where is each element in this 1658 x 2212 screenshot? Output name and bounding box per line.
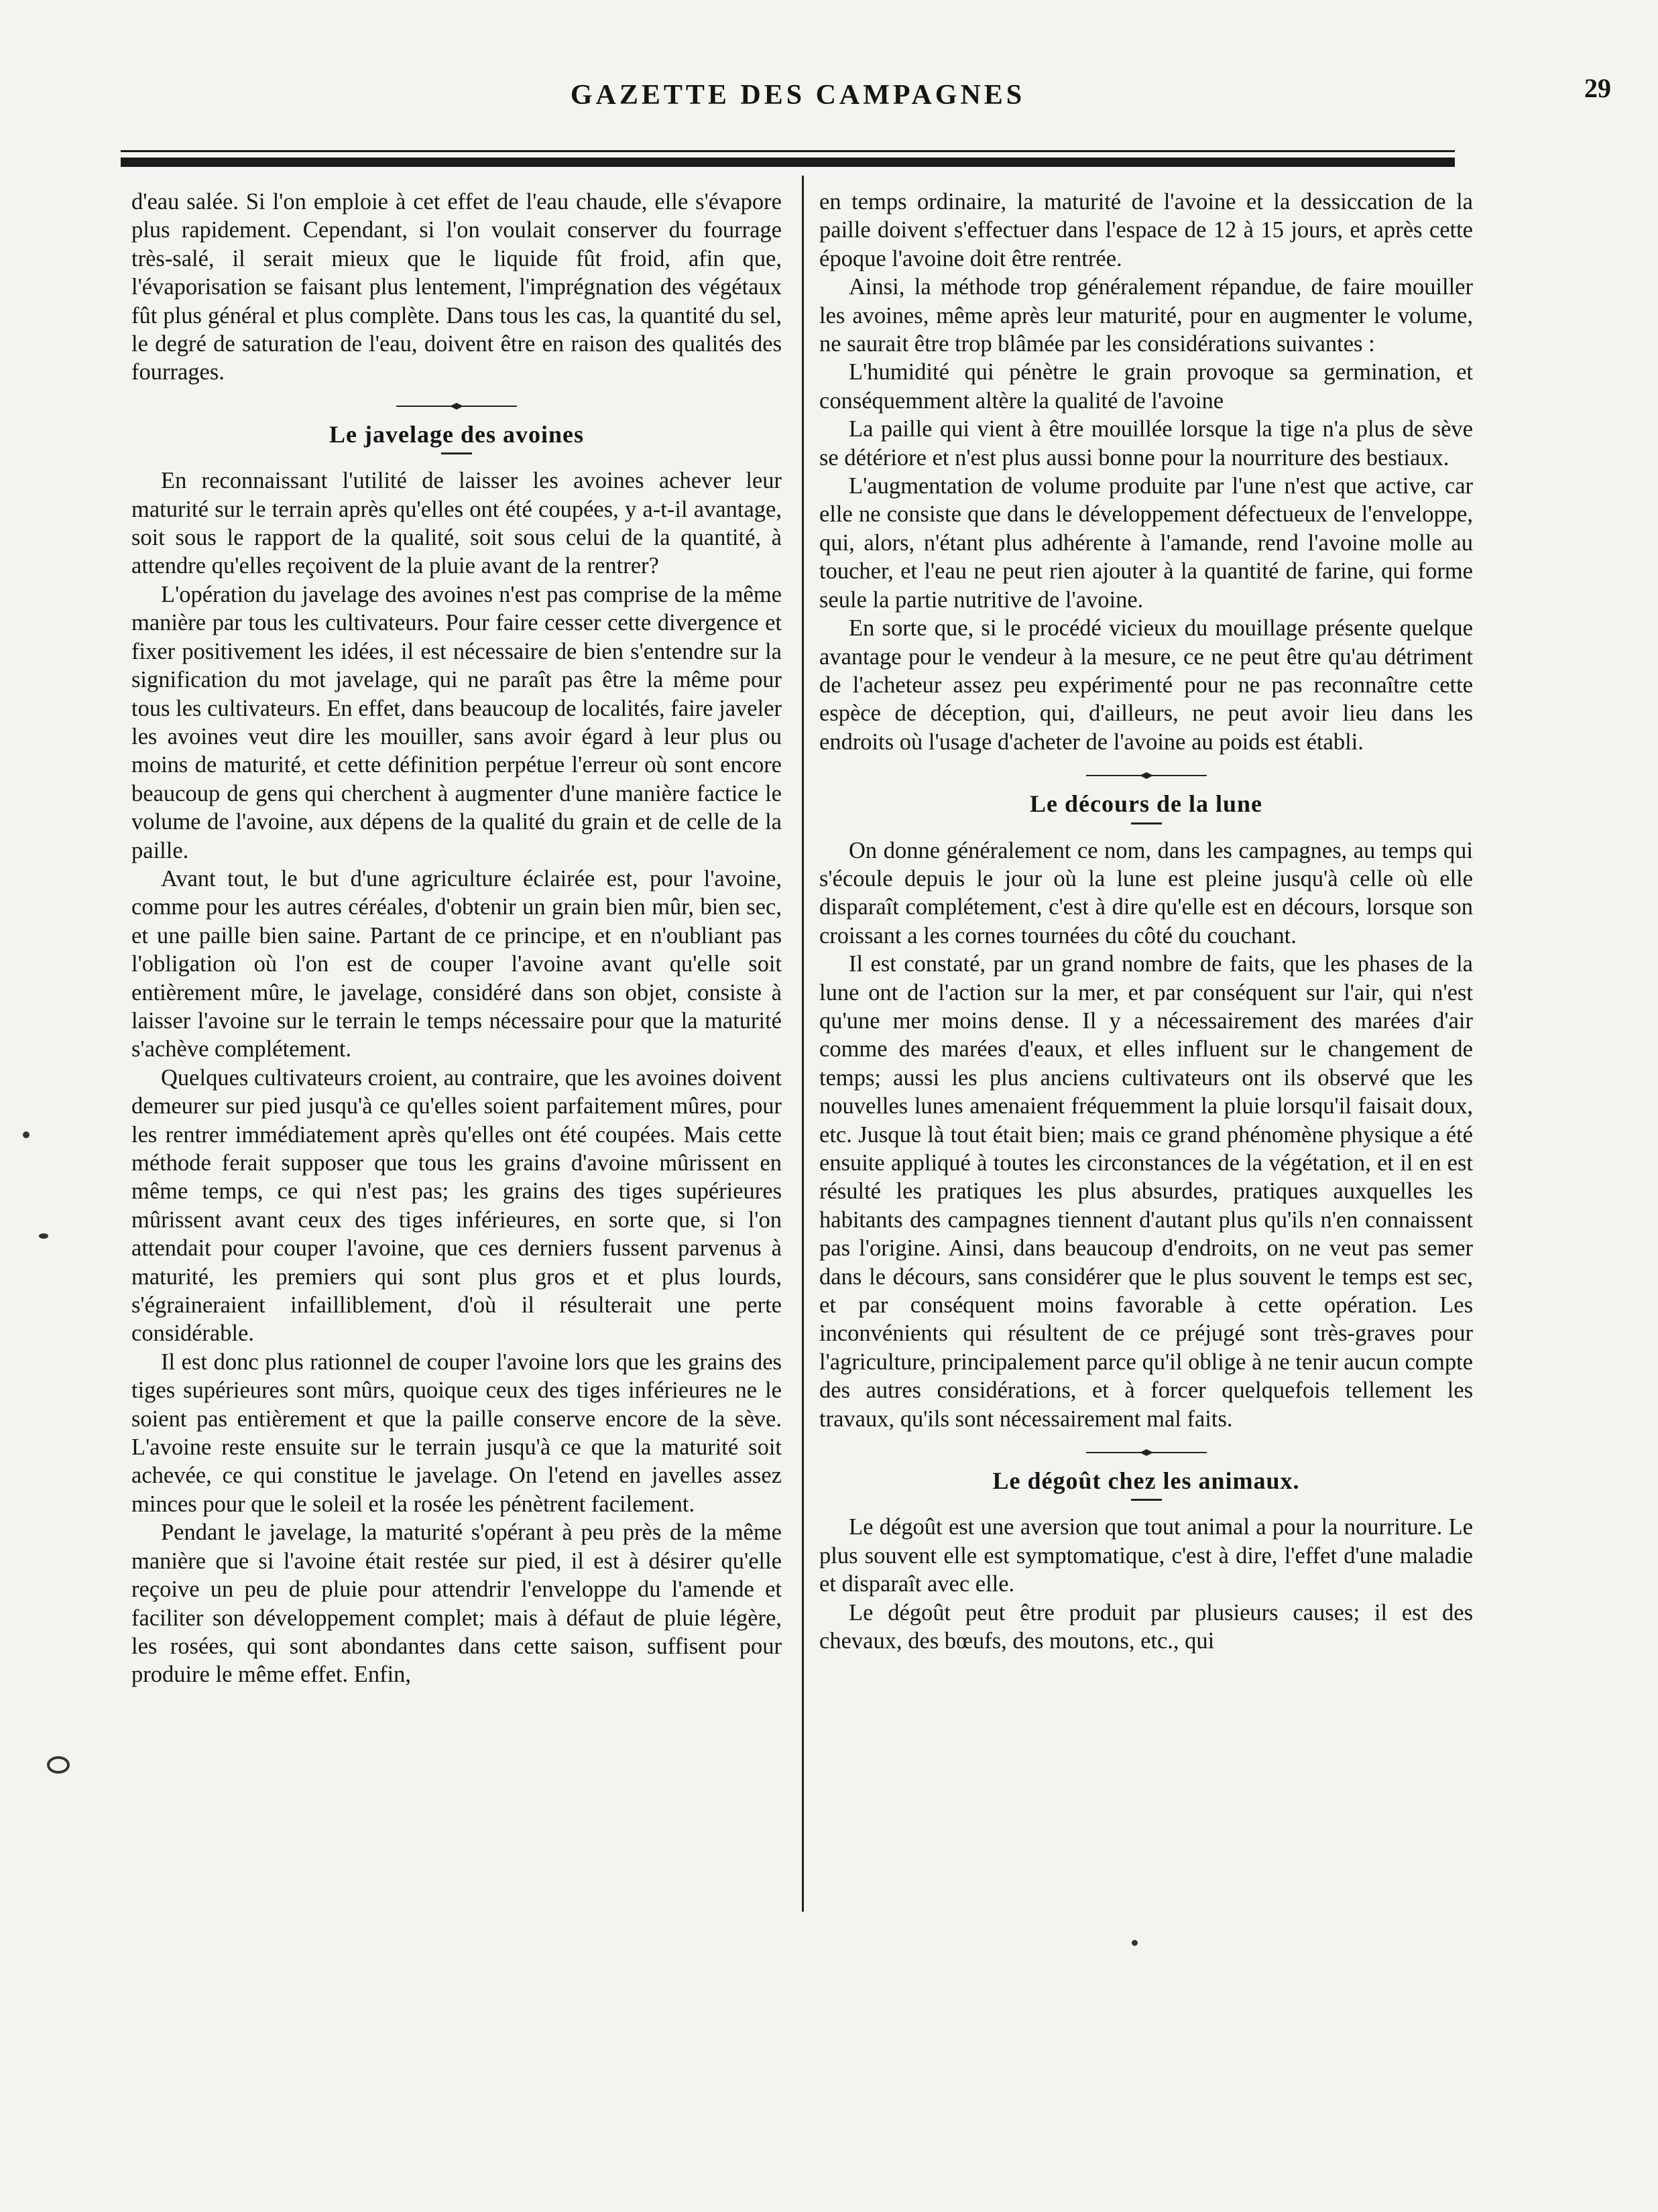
paragraph: Il est constaté, par un grand nombre de faits, que les phases de la lune ont de l'action sur la mer, et par conséquent sur l'air, qui n'est qu'une mer moins dense. Il y a nécessairement des marées d'air comme des marées d'eaux, et elles influent sur le changement de temps; aussi les plus anciens cultivateurs ont ils observé que les nouvelles lunes amenaient fréquemment la pluie lorsqu'il faisait doux, etc. Jusque là tout était bien; mais ce grand phénomène physique a été ensuite appliqué à toutes les circonstances de la végétation, et il en est résulté les pratiques les plus absurdes, pratiques auxquelles les habitants des campagnes tiennent d'autant plus qu'ils n'en connaissent pas l'origine. Ainsi, dans beaucoup d'endroits, on ne veut pas semer dans le décours, sans considérer que le plus souvent le temps est sec, et par conséquent moins favorable à cette opération. Les inconvénients qui résultent de ce préjugé sont très-graves pour l'agriculture, principalement parce qu'il oblige à ne tenir aucun compte des autres considérations, et à forcer quelquefois tellement les travaux, qu'ils sont nécessairement mal faits. [819,951,1473,1432]
paragraph: Pendant le javelage, la maturité s'opérant à peu près de la même manière que si l'avoine était restée sur pied, il est à désirer qu'elle reçoive un peu de pluie pour attendrir l'enveloppe du l'amende et faciliter son développement complet; mais à défaut de pluie légère, les rosées, qui sont abondantes dans cette saison, suffisent pour produire le même effet. Enfin, [131,1520,782,1688]
heading-dash [1131,1499,1162,1501]
scan-speck [39,1233,48,1239]
paragraph: L'humidité qui pénètre le grain provoque sa germination, et conséquemment altère la qualité de l'avoine [819,359,1473,414]
section-ornament-icon [1086,771,1207,780]
scan-speck [47,1756,70,1774]
column-divider [802,176,804,1912]
scan-speck [1132,1940,1138,1946]
paragraph: L'augmentation de volume produite par l'une n'est que active, car elle ne consiste que dans le développement défectueux de l'enveloppe, qui, alors, n'étant plus adhérente à l'amande, rend l'avoine molle au toucher, et l'eau ne peut rien ajouter à la quantité de farine, qui forme seule la partie nutritive de l'avoine. [819,473,1473,613]
paragraph: Le dégoût peut être produit par plusieurs causes; il est des chevaux, des bœufs, des moutons, etc., qui [819,1599,1473,1654]
heading-dash [441,452,472,454]
paragraph: En sorte que, si le procédé vicieux du mouillage présente quelque avantage pour le vendeur à la mesure, ce ne peut être qu'au détriment de l'acheteur assez peu expérimenté pour ne pas reconnaître cette espèce de déception, qui, d'ailleurs, ne peut avoir lieu dans les endroits où l'usage d'acheter de l'avoine au poids est établi. [819,615,1473,755]
header-rule-thick [121,158,1455,167]
paragraph: On donne généralement ce nom, dans les campagnes, au temps qui s'écoule depuis le jour où la lune est pleine jusqu'à celle où elle disparaît complétement, c'est à dire qu'elle est en décours, lorsque son croissant a les cornes tournées du côté du couchant. [819,837,1473,948]
paragraph: Quelques cultivateurs croient, au contraire, que les avoines doivent demeurer sur pied jusqu'à ce qu'elles soient parfaitement mûres, pour les rentrer immédiatement après qu'elles ont été coupées. Mais cette méthode ferait supposer que tous les grains d'avoine mûrissent en même temps, ce qui n'est pas; les grains des tiges supérieures mûrissent avant ceux des tiges inférieures, en sorte que, si l'on attendait pour couper l'avoine, que ces derniers fussent parvenus à maturité, les premiers qui sont plus gros et et plus lourds, s'égraineraient infailliblement, d'où il résulterait une perte considérable. [131,1064,782,1347]
paragraph: en temps ordinaire, la maturité de l'avoine et la dessiccation de la paille doivent s'effectuer dans l'espace de 12 à 15 jours, et après cette époque l'avoine doit être rentrée. [819,189,1473,271]
section-heading: Le javelage des avoines [329,420,584,448]
section-javelage [131,402,782,1689]
masthead [121,79,1455,126]
right-column [819,188,1473,1656]
header-rule-thin [121,150,1455,152]
section-heading: Le décours de la lune [1029,790,1262,818]
paragraph: Avant tout, le but d'une agriculture éclairée est, pour l'avoine, comme pour les autres céréales, d'obtenir un grain bien mûr, bien sec, et une paille bien saine. Partant de ce principe, et en n'oubliant pas l'obligation où l'on est de couper l'avoine avant qu'elle soit entièrement mûre, le javelage, considéré dans son objet, consiste à laisser l'avoine sur le terrain le temps nécessaire pour que la maturité s'achève complétement. [131,865,782,1062]
section-ornament-icon [396,402,517,411]
paragraph: En reconnaissant l'utilité de laisser les avoines achever leur maturité sur le terrain après qu'elles ont été coupées, y a-t-il avantage, soit sous le rapport de la qualité, soit sous celui de la quantité, à attendre qu'elles reçoivent de la pluie avant de la rentrer? [131,468,782,579]
left-column [131,188,782,1689]
paragraph: La paille qui vient à être mouillée lorsque la tige n'a plus de sève se détériore et n'est plus aussi bonne pour la nourriture des bestiaux. [819,416,1473,471]
section-ornament-icon [1086,1448,1207,1457]
scan-speck [23,1131,29,1138]
page-number: 29 [1584,73,1611,103]
section-heading: Le dégoût chez les animaux. [992,1467,1300,1495]
paragraph: Il est donc plus rationnel de couper l'avoine lors que les grains des tiges supérieures sont mûrs, quoique ceux des tiges inférieures ne le soient pas entièrement et que la paille conserve encore de la sève. L'avoine reste ensuite sur le terrain jusqu'à ce que la maturité soit achevée, ce qui constitue le javelage. On l'etend en javelles assez minces pour que le soleil et la rosée les pénètrent facilement. [131,1349,782,1517]
paragraph: L'opération du javelage des avoines n'est pas comprise de la même manière par tous les cultivateurs. Pour faire cesser cette divergence et fixer positivement les idées, il est nécessaire de bien s'entendre sur la signification du mot javelage, qui ne paraît pas être la même pour tous les cultivateurs. En effet, dans beaucoup de localités, faire javeler les avoines veut dire les mouiller, sans avoir égard à leur plus ou moins de maturité, et cette définition perpétue l'erreur où sont encore beaucoup de gens qui cherchent à augmenter d'une manière factice le volume de l'avoine, aux dépens de la qualité du grain et de celle de la paille. [131,581,782,863]
page-title: GAZETTE DES CAMPAGNES [570,80,1026,111]
paragraph: d'eau salée. Si l'on emploie à cet effet de l'eau chaude, elle s'évapore plus rapidement. Cependant, si l'on voulait conserver du fourrage très-salé, il serait mieux que le liquide fût froid, afin que, l'évaporisation se faisant plus lentement, l'imprégnation des végétaux fût plus général et plus complète. Dans tous les cas, la quantité du sel, le degré de saturation de l'eau, doivent être en raison des qualités des fourrages. [131,189,782,385]
heading-dash [1131,822,1162,824]
section-degout-animaux [819,1448,1473,1655]
section-decours-lune [819,771,1473,1433]
paragraph: Le dégoût est une aversion que tout animal a pour la nourriture. Le plus souvent elle est symptomatique, c'est à dire, l'effet d'une maladie et disparaît avec elle. [819,1514,1473,1597]
paragraph: Ainsi, la méthode trop généralement répandue, de faire mouiller les avoines, même après leur maturité, pour en augmenter le volume, ne saurait être trop blâmée par les considérations suivantes : [819,274,1473,357]
